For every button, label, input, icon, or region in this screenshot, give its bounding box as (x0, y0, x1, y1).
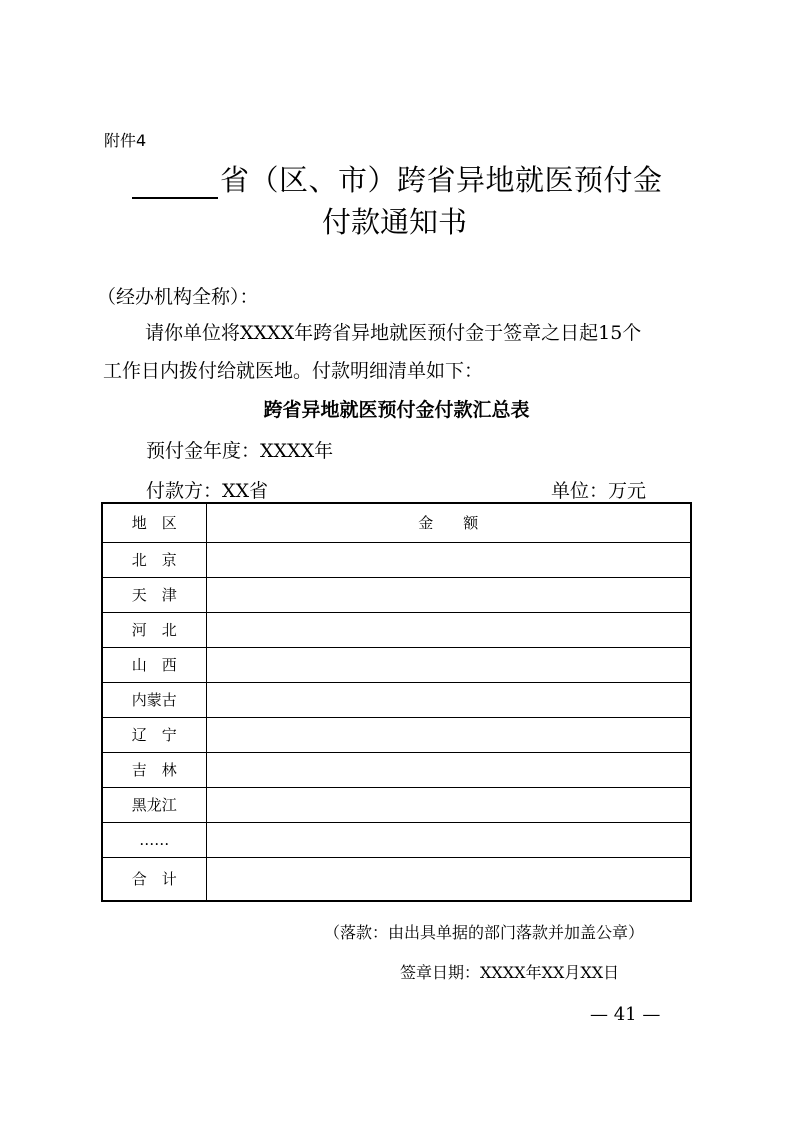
amount-cell[interactable] (206, 612, 691, 647)
seal-note: （落款：由出具单据的部门落款并加盖公章） (324, 923, 645, 942)
attachment-label: 附件4 (104, 131, 147, 150)
table-row (102, 542, 691, 577)
table-row (102, 717, 691, 752)
unit-label: 单位：万元 (551, 480, 647, 502)
amount-cell[interactable] (206, 717, 691, 752)
summary-table (101, 502, 692, 902)
total-label-cell: 合 计 (102, 857, 206, 901)
amount-cell[interactable] (206, 647, 691, 682)
region-cell: 黑龙江 (102, 787, 206, 822)
amount-cell[interactable] (206, 542, 691, 577)
table-row (102, 787, 691, 822)
table-header-row (102, 503, 691, 542)
prepay-year: 预付金年度：XXXX年 (146, 440, 334, 462)
amount-cell[interactable] (206, 682, 691, 717)
amount-cell[interactable] (206, 822, 691, 857)
amount-cell[interactable] (206, 752, 691, 787)
title-line1-text: 省（区、市）跨省异地就医预付金 (220, 163, 663, 197)
page-number: — 41 — (590, 1004, 661, 1025)
table-row (102, 612, 691, 647)
table-row (102, 647, 691, 682)
region-cell: 北 京 (102, 542, 206, 577)
header-region: 地 区 (102, 503, 206, 542)
body-paragraph-line1: 请你单位将XXXX年跨省异地就医预付金于签章之日起15个 (145, 322, 642, 344)
table-row (102, 682, 691, 717)
table-total-row (102, 857, 691, 901)
region-cell: 天 津 (102, 577, 206, 612)
table-title: 跨省异地就医预付金付款汇总表 (263, 399, 530, 421)
sign-date: 签章日期：XXXX年XX月XX日 (400, 963, 620, 982)
region-cell: 内蒙古 (102, 682, 206, 717)
amount-cell[interactable] (206, 577, 691, 612)
table-row (102, 752, 691, 787)
region-cell: 辽 宁 (102, 717, 206, 752)
table-row (102, 577, 691, 612)
amount-cell[interactable] (206, 787, 691, 822)
total-amount-cell[interactable] (206, 857, 691, 901)
body-paragraph-line2: 工作日内拨付给就医地。付款明细清单如下： (103, 360, 484, 382)
document-title-line2: 付款通知书 (322, 205, 468, 239)
region-cell: …… (102, 822, 206, 857)
region-cell: 山 西 (102, 647, 206, 682)
agency-name-line: （经办机构全称）： (97, 286, 259, 308)
header-amount: 金 额 (206, 503, 691, 542)
table-row (102, 822, 691, 857)
region-cell: 吉 林 (102, 752, 206, 787)
payer: 付款方：XX省 (146, 480, 269, 502)
province-blank (132, 167, 218, 199)
document-title-line1 (132, 158, 663, 199)
region-cell: 河 北 (102, 612, 206, 647)
